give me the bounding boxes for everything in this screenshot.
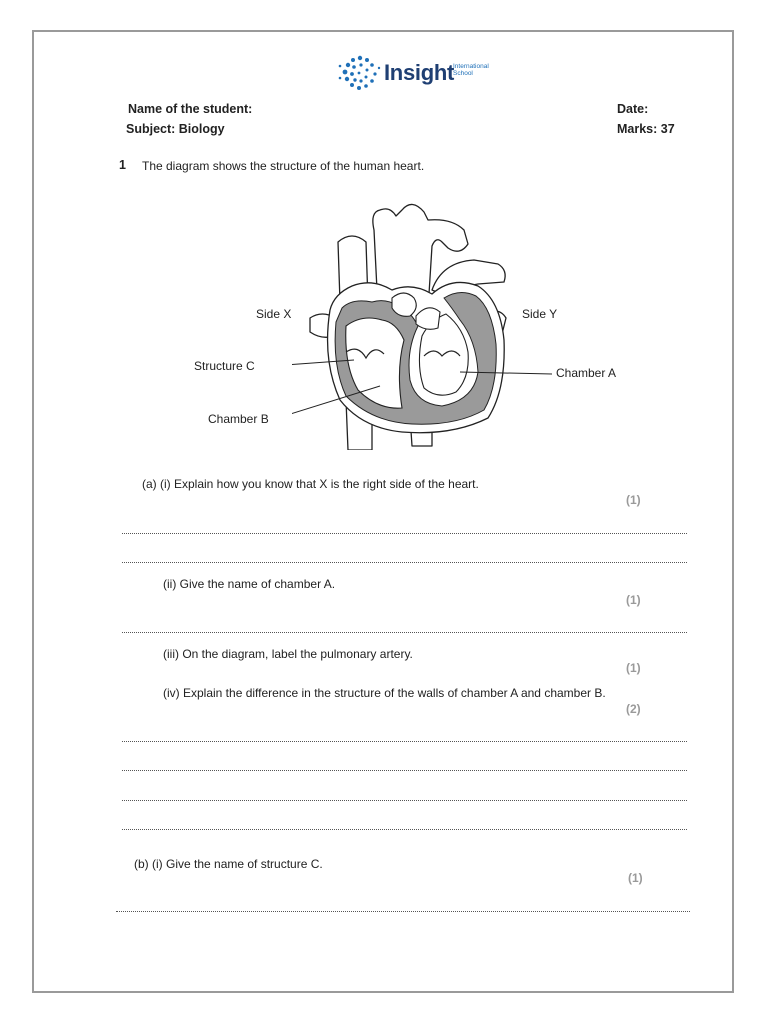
logo-subtitle-1: International [453, 63, 489, 70]
date-label: Date: [617, 102, 649, 116]
label-side-y: Side Y [522, 307, 558, 321]
marks-a-iii: (1) [626, 661, 641, 675]
marks-a-ii: (1) [626, 593, 641, 607]
label-chamber-b: Chamber B [208, 412, 269, 426]
marks-label: Marks: 37 [617, 122, 675, 136]
answer-line[interactable] [122, 562, 687, 563]
part-a-iii: (iii) On the diagram, label the pulmonary artery. [163, 647, 413, 661]
part-b-i: (b) (i) Give the name of structure C. [134, 857, 323, 871]
part-a-ii: (ii) Give the name of chamber A. [163, 577, 336, 591]
marks-a-i: (1) [626, 493, 641, 507]
school-logo [338, 54, 498, 94]
answer-line[interactable] [122, 829, 687, 830]
marks-a-iv: (2) [626, 702, 641, 716]
part-a-i: (a) (i) Explain how you know that X is the right side of the heart. [142, 477, 479, 491]
label-chamber-a: Chamber A [556, 366, 617, 380]
page-border [32, 30, 734, 993]
logo-subtitle-2: School [453, 70, 473, 77]
marks-b-i: (1) [628, 871, 643, 885]
logo-name: Insight [384, 60, 455, 85]
answer-line[interactable] [122, 800, 687, 801]
answer-line[interactable] [122, 533, 687, 534]
part-a-iv: (iv) Explain the difference in the structure of the walls of chamber A and chamber B. [163, 686, 606, 700]
label-structure-c: Structure C [194, 359, 255, 373]
answer-line[interactable] [116, 911, 690, 912]
answer-line[interactable] [122, 632, 687, 633]
question-intro: The diagram shows the structure of the human heart. [142, 159, 425, 173]
logo-dots-icon [338, 54, 384, 92]
student-name-label: Name of the student: [128, 102, 253, 116]
answer-line[interactable] [122, 770, 687, 771]
answer-line[interactable] [122, 741, 687, 742]
question-number: 1 [119, 158, 126, 172]
label-side-x: Side X [256, 307, 292, 321]
subject-label: Subject: Biology [126, 122, 225, 136]
